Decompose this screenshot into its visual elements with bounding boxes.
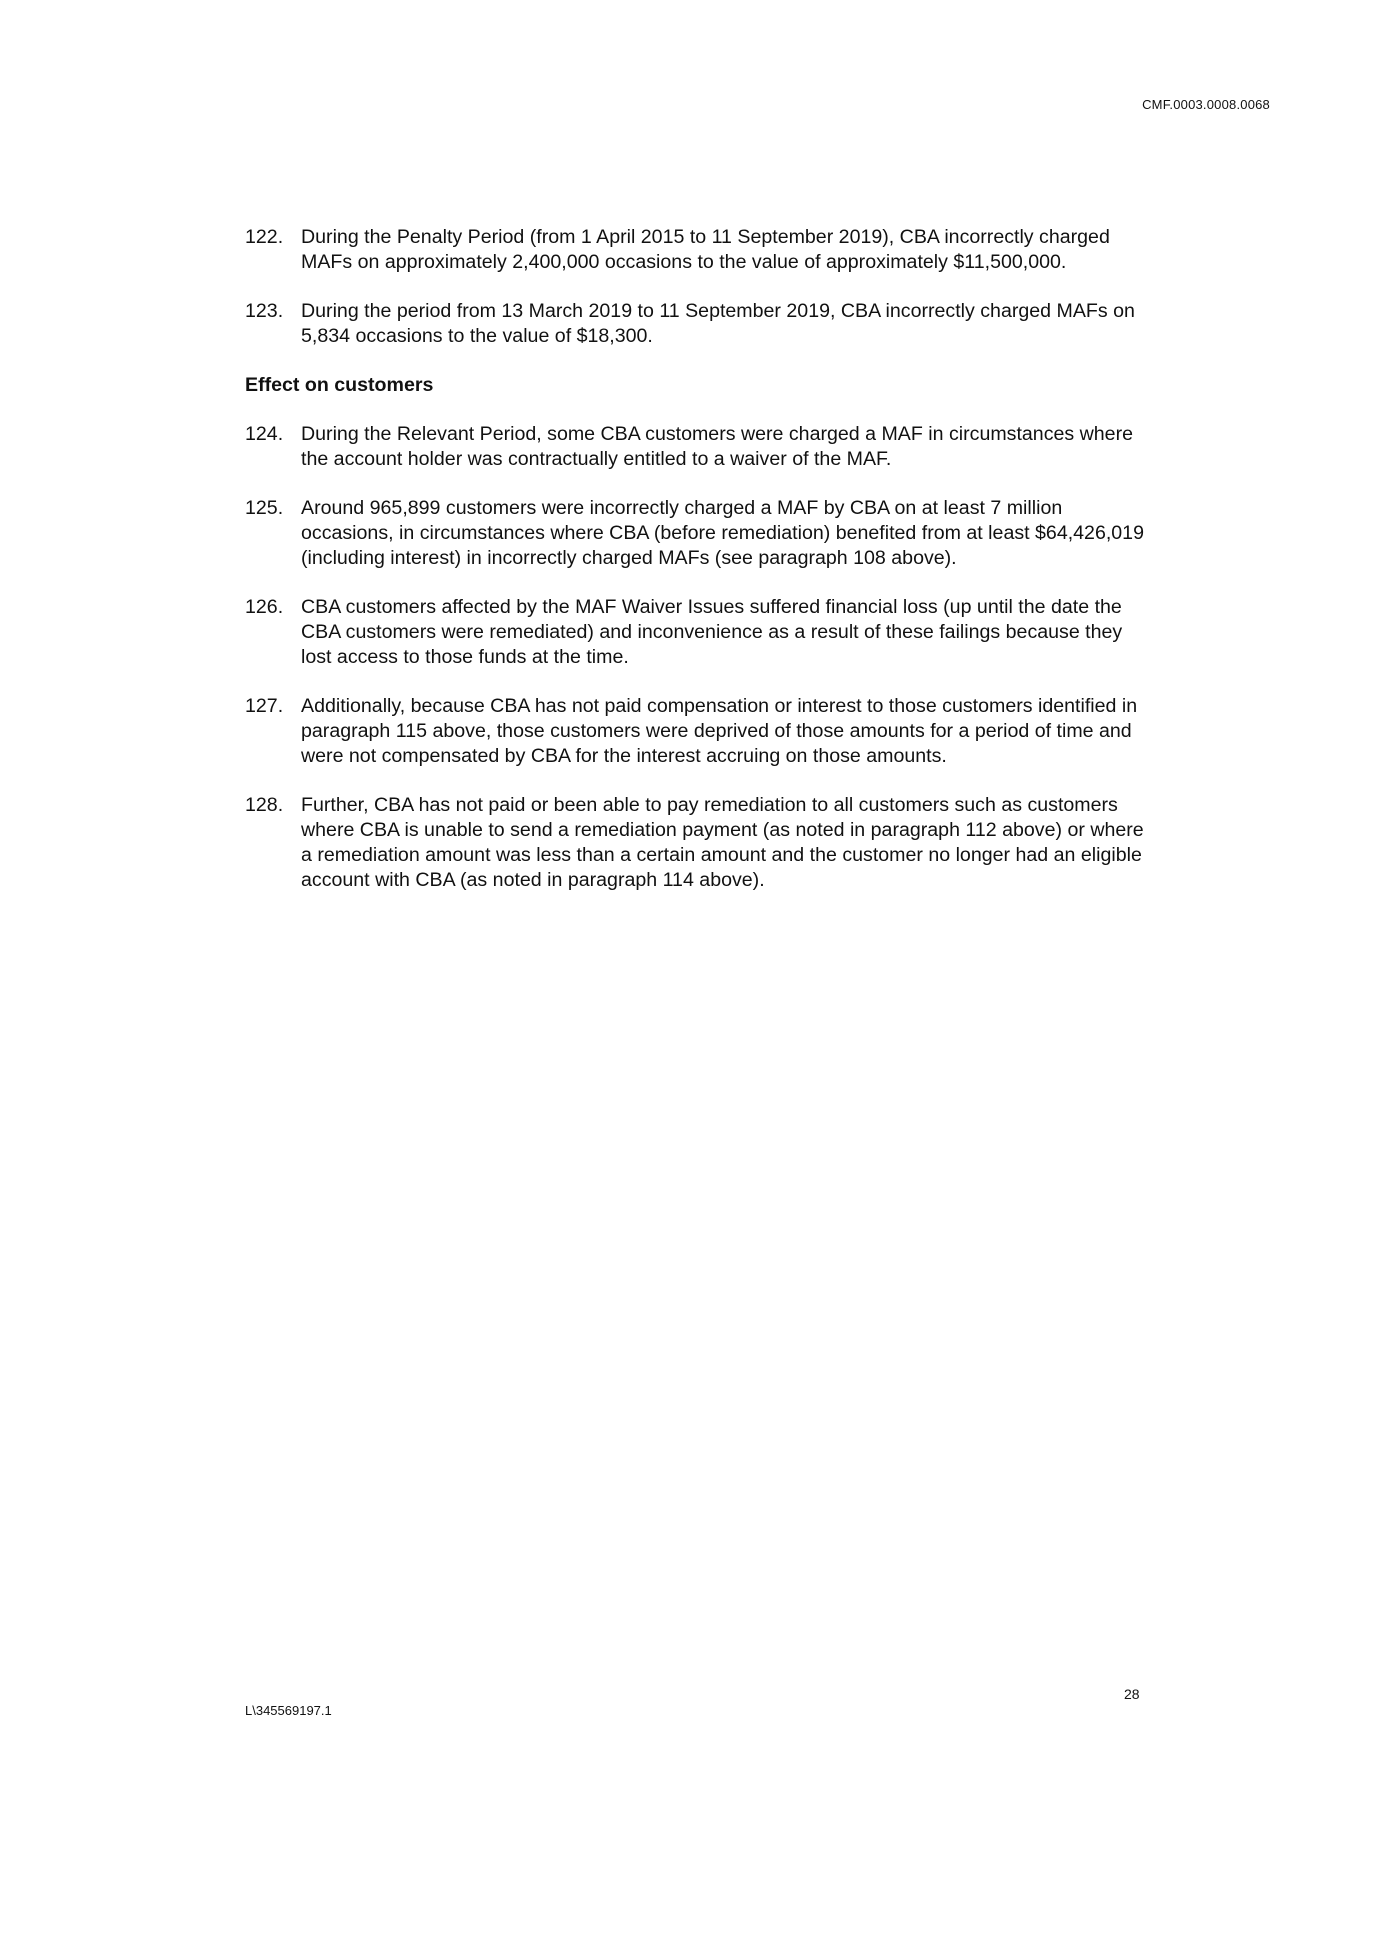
paragraph-126 xyxy=(245,595,1150,670)
paragraph-text: During the Penalty Period (from 1 April 2015 to 11 September 2019), CBA incorrectly charged MAFs on approximately 2,400,000 occasions to the value of approximately $11,500,000. xyxy=(301,226,1110,273)
paragraph-124 xyxy=(245,422,1150,472)
document-id: CMF.0003.0008.0068 xyxy=(1142,97,1270,112)
paragraph-122 xyxy=(245,225,1150,275)
paragraph-number: 122. xyxy=(245,226,284,248)
paragraph-number: 128. xyxy=(245,794,284,816)
paragraph-123 xyxy=(245,299,1150,349)
page-number: 28 xyxy=(1124,1686,1140,1702)
paragraph-text: CBA customers affected by the MAF Waiver Issues suffered financial loss (up until the date the CBA customers were remediated) and inconvenience as a result of these failings because they lost access to those funds at the time. xyxy=(301,596,1123,668)
paragraph-number: 126. xyxy=(245,596,284,618)
paragraph-text: During the period from 13 March 2019 to 11 September 2019, CBA incorrectly charged MAFs on 5,834 occasions to the value of $18,300. xyxy=(301,300,1135,347)
file-reference: L\345569197.1 xyxy=(245,1703,332,1718)
paragraph-125 xyxy=(245,496,1150,571)
paragraph-128 xyxy=(245,793,1150,893)
paragraph-number: 125. xyxy=(245,497,284,519)
paragraph-number: 124. xyxy=(245,423,284,445)
section-heading: Effect on customers xyxy=(245,374,434,396)
paragraph-number: 127. xyxy=(245,695,284,717)
paragraph-text: During the Relevant Period, some CBA customers were charged a MAF in circumstances where the account holder was contractually entitled to a waiver of the MAF. xyxy=(301,423,1133,470)
paragraph-text: Around 965,899 customers were incorrectly charged a MAF by CBA on at least 7 million occasions, in circumstances where CBA (before remediation) benefited from at least $64,426,019 (including interest) in incorrectly charged MAFs (see paragraph 108 above). xyxy=(301,497,1144,569)
paragraph-text: Further, CBA has not paid or been able to pay remediation to all customers such as customers where CBA is unable to send a remediation payment (as noted in paragraph 112 above) or where a remediation amount was less than a certain amount and the customer no longer had an eligible account with CBA (as noted in paragraph 114 above). xyxy=(301,794,1144,891)
paragraph-127 xyxy=(245,694,1150,769)
paragraph-text: Additionally, because CBA has not paid compensation or interest to those customers identified in paragraph 115 above, those customers were deprived of those amounts for a period of time and were not compensated by CBA for the interest accruing on those amounts. xyxy=(301,695,1138,767)
paragraph-number: 123. xyxy=(245,300,284,322)
document-body xyxy=(245,225,1150,917)
